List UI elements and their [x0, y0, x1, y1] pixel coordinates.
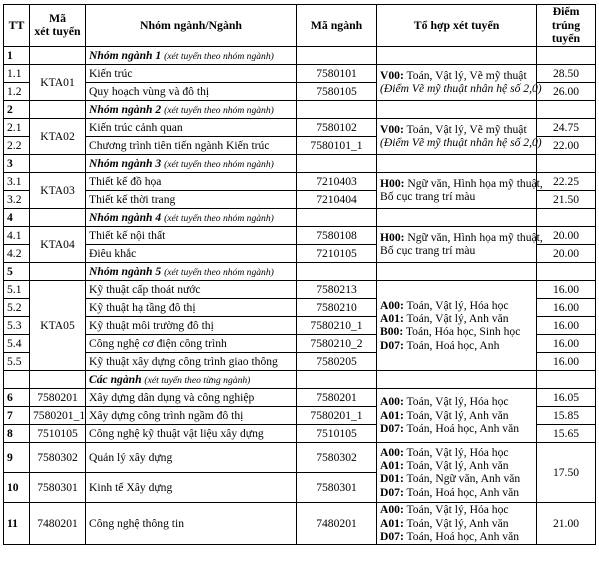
- row-score: 21.50: [537, 190, 596, 208]
- row-score: 20.00: [537, 244, 596, 262]
- row-tt: 4.2: [4, 244, 30, 262]
- row-score: 16.00: [537, 298, 596, 316]
- admission-score-table: [3, 4, 596, 545]
- row-tt: 5.2: [4, 298, 30, 316]
- row-score: 24.75: [537, 118, 596, 136]
- row-ma-nganh: 7580105: [297, 82, 377, 100]
- group-tt: 4: [4, 208, 30, 226]
- group-title: Nhóm ngành 3 (xét tuyển theo nhóm ngành): [86, 154, 297, 172]
- row-code: 7580201_1: [30, 406, 86, 424]
- table-row: [4, 172, 596, 190]
- table-row: [4, 442, 596, 472]
- row-name: Kiến trúc: [86, 64, 297, 82]
- group-tt: 1: [4, 46, 30, 64]
- row-score: 16.00: [537, 334, 596, 352]
- row-ma-nganh: 7580102: [297, 118, 377, 136]
- row-score: 22.25: [537, 172, 596, 190]
- table-row: [4, 226, 596, 244]
- header-nhom-nganh: Nhóm ngành/Ngành: [86, 5, 297, 47]
- row-combo: A00: Toán, Vật lý, Hóa học A01: Toán, Vật lý, Anh văn D07: Toán, Hoá học, Anh văn: [377, 502, 537, 544]
- row-ma-nganh: 7580210_2: [297, 334, 377, 352]
- group-code: KTA01: [30, 64, 86, 100]
- row-name: Điêu khắc: [86, 244, 297, 262]
- group-header-row: [4, 154, 596, 172]
- row-tt: 10: [4, 472, 30, 502]
- row-tt: 9: [4, 442, 30, 472]
- row-score: 28.50: [537, 64, 596, 82]
- row-tt: 1.1: [4, 64, 30, 82]
- table-row: [4, 280, 596, 298]
- header-diem: Điểm trúng tuyển: [537, 5, 596, 47]
- row-name: Thiết kế nội thất: [86, 226, 297, 244]
- row-score: 16.05: [537, 388, 596, 406]
- group-title: Nhóm ngành 1 (xét tuyển theo nhóm ngành): [86, 46, 297, 64]
- row-score: 26.00: [537, 82, 596, 100]
- group-title: Các ngành (xét tuyển theo từng ngành): [86, 370, 297, 388]
- row-score: 16.00: [537, 280, 596, 298]
- row-name: Thiết kế đồ họa: [86, 172, 297, 190]
- group-combo: H00: Ngữ văn, Hình họa mỹ thuật, Bố cục trang trí màu: [377, 172, 537, 208]
- group-combo: V00: Toán, Vật lý, Vẽ mỹ thuật (Điểm Vẽ mỹ thuật nhân hệ số 2,0): [377, 64, 537, 100]
- row-ma-nganh: 7580213: [297, 280, 377, 298]
- row-name: Công nghệ kỹ thuật vật liệu xây dựng: [86, 424, 297, 442]
- table-row: [4, 502, 596, 544]
- row-score: 21.00: [537, 502, 596, 544]
- row-tt: 6: [4, 388, 30, 406]
- row-ma-nganh: 7580201: [297, 388, 377, 406]
- row-name: Thiết kế thời trang: [86, 190, 297, 208]
- row-code: 7580201: [30, 388, 86, 406]
- group-title: Nhóm ngành 5 (xét tuyển theo nhóm ngành): [86, 262, 297, 280]
- row-ma-nganh: 7580210: [297, 298, 377, 316]
- row-tt: 5.4: [4, 334, 30, 352]
- row-ma-nganh: 7210403: [297, 172, 377, 190]
- group-header-row: [4, 46, 596, 64]
- row-tt: 5.5: [4, 352, 30, 370]
- group-combo: H00: Ngữ văn, Hình họa mỹ thuật, Bố cục trang trí màu: [377, 226, 537, 262]
- row-name: Xây dựng dân dụng và công nghiệp: [86, 388, 297, 406]
- table-row: [4, 388, 596, 406]
- row-ma-nganh: 7580210_1: [297, 316, 377, 334]
- row-name: Kiến trúc cảnh quan: [86, 118, 297, 136]
- header-ma-nganh: Mã ngành: [297, 5, 377, 47]
- row-name: Kỹ thuật xây dựng công trình giao thông: [86, 352, 297, 370]
- row-tt: 3.1: [4, 172, 30, 190]
- group-code: KTA05: [30, 280, 86, 370]
- row-combo: A00: Toán, Vật lý, Hóa học A01: Toán, Vật lý, Anh văn D01: Toán, Ngữ văn, Anh văn D07: Toán, Hoá học, Anh văn: [377, 442, 537, 502]
- row-score: 20.00: [537, 226, 596, 244]
- row-code: 7580301: [30, 472, 86, 502]
- row-score: 15.65: [537, 424, 596, 442]
- group-combo: V00: Toán, Vật lý, Vẽ mỹ thuật (Điểm Vẽ mỹ thuật nhân hệ số 2,0): [377, 118, 537, 154]
- row-tt: 2.1: [4, 118, 30, 136]
- row-score: 22.00: [537, 136, 596, 154]
- row-code: 7480201: [30, 502, 86, 544]
- row-tt: 4.1: [4, 226, 30, 244]
- row-tt: 5.1: [4, 280, 30, 298]
- group-title: Nhóm ngành 2 (xét tuyển theo nhóm ngành): [86, 100, 297, 118]
- row-name: Công nghệ thông tin: [86, 502, 297, 544]
- row-ma-nganh: 7580205: [297, 352, 377, 370]
- row-ma-nganh: 7580201_1: [297, 406, 377, 424]
- row-name: Kỹ thuật cấp thoát nước: [86, 280, 297, 298]
- group-code: KTA03: [30, 172, 86, 208]
- row-ma-nganh: 7210404: [297, 190, 377, 208]
- row-ma-nganh: 7510105: [297, 424, 377, 442]
- group-tt: 5: [4, 262, 30, 280]
- table-row: [4, 64, 596, 82]
- group-tt: 3: [4, 154, 30, 172]
- row-score: 17.50: [537, 442, 596, 502]
- row-code: 7580302: [30, 442, 86, 472]
- row-ma-nganh: 7580302: [297, 442, 377, 472]
- row-name: Kỹ thuật hạ tầng đô thị: [86, 298, 297, 316]
- group-title: Nhóm ngành 4 (xét tuyển theo nhóm ngành): [86, 208, 297, 226]
- row-ma-nganh: 7580101_1: [297, 136, 377, 154]
- group-tt: 2: [4, 100, 30, 118]
- row-code: 7510105: [30, 424, 86, 442]
- row-combo: A00: Toán, Vật lý, Hóa học A01: Toán, Vật lý, Anh văn D07: Toán, Hoá học, Anh văn: [377, 388, 537, 442]
- group-combo: A00: Toán, Vật lý, Hóa học A01: Toán, Vật lý, Anh văn B00: Toán, Hóa học, Sinh học D07: Toán, Hoá học, Anh: [377, 280, 537, 370]
- row-tt: 8: [4, 424, 30, 442]
- group-header-row: [4, 100, 596, 118]
- group-code: KTA02: [30, 118, 86, 154]
- row-name: Quản lý xây dựng: [86, 442, 297, 472]
- row-tt: 1.2: [4, 82, 30, 100]
- row-name: Kinh tế Xây dựng: [86, 472, 297, 502]
- group-header-row: [4, 208, 596, 226]
- header-to-hop: Tổ hợp xét tuyển: [377, 5, 537, 47]
- row-ma-nganh: 7210105: [297, 244, 377, 262]
- row-tt: 11: [4, 502, 30, 544]
- row-ma-nganh: 7580101: [297, 64, 377, 82]
- row-tt: 3.2: [4, 190, 30, 208]
- row-score: 15.85: [537, 406, 596, 424]
- row-name: Xây dựng công trình ngầm đô thị: [86, 406, 297, 424]
- group-header-row: [4, 262, 596, 280]
- row-name: Công nghệ cơ điện công trình: [86, 334, 297, 352]
- row-ma-nganh: 7580108: [297, 226, 377, 244]
- table-row: [4, 118, 596, 136]
- header-tt: TT: [4, 5, 30, 47]
- row-tt: 5.3: [4, 316, 30, 334]
- row-score: 16.00: [537, 316, 596, 334]
- group-code: KTA04: [30, 226, 86, 262]
- row-name: Kỹ thuật môi trường đô thị: [86, 316, 297, 334]
- row-ma-nganh: 7480201: [297, 502, 377, 544]
- header-ma-xet-tuyen: Mã xét tuyển: [30, 5, 86, 47]
- row-tt: 2.2: [4, 136, 30, 154]
- row-name: Chương trình tiên tiến ngành Kiến trúc: [86, 136, 297, 154]
- table-header-row: [4, 5, 596, 47]
- row-ma-nganh: 7580301: [297, 472, 377, 502]
- row-name: Quy hoạch vùng và đô thị: [86, 82, 297, 100]
- row-tt: 7: [4, 406, 30, 424]
- group-header-row: [4, 370, 596, 388]
- row-score: 16.00: [537, 352, 596, 370]
